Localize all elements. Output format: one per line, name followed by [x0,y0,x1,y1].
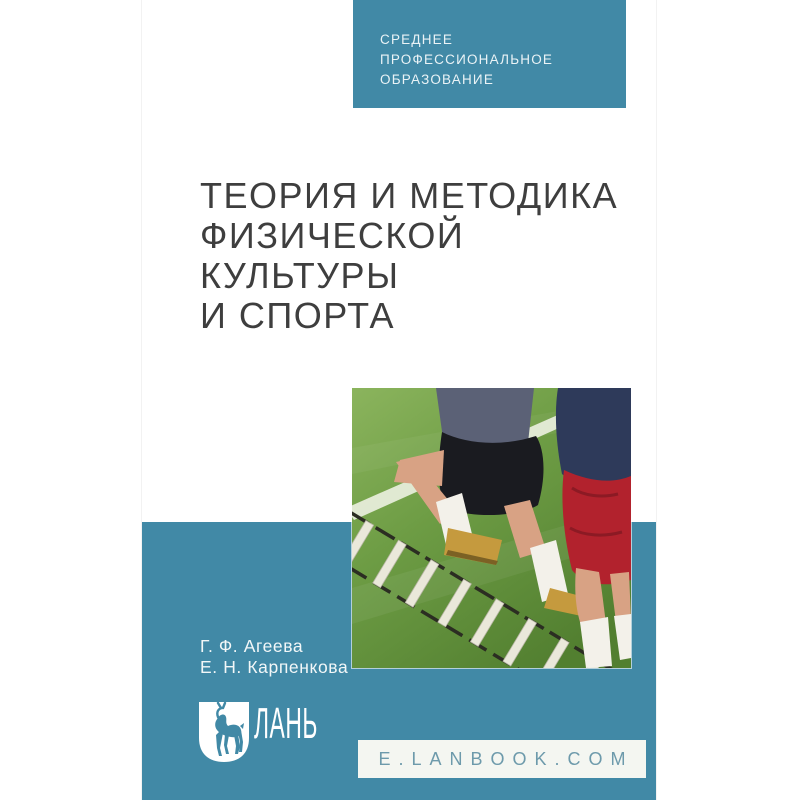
badge-line: СРЕДНЕЕ [380,32,454,47]
publisher-logo [198,702,250,763]
book-title-line: И СПОРТА [200,295,395,336]
cover-photo [352,388,631,668]
authors-block [200,636,348,678]
publisher-name: ЛАНЬ [254,699,318,748]
book-title [200,176,656,336]
book-title-line: ФИЗИЧЕСКОЙ КУЛЬТУРЫ [200,215,465,296]
author-name: Г. Ф. Агеева [200,636,304,656]
author-name: Е. Н. Карпенкова [200,657,349,677]
education-level-badge [353,0,626,108]
deer-shield-icon [198,702,250,763]
book-title-line: ТЕОРИЯ И МЕТОДИКА [200,175,619,216]
badge-line: ОБРАЗОВАНИЕ [380,72,495,87]
website-url: E.LANBOOK.COM [378,748,634,769]
agility-ladder-photo [352,388,631,668]
website-box [358,740,646,778]
book-cover [142,0,656,800]
badge-line: ПРОФЕССИОНАЛЬНОЕ [380,52,554,67]
